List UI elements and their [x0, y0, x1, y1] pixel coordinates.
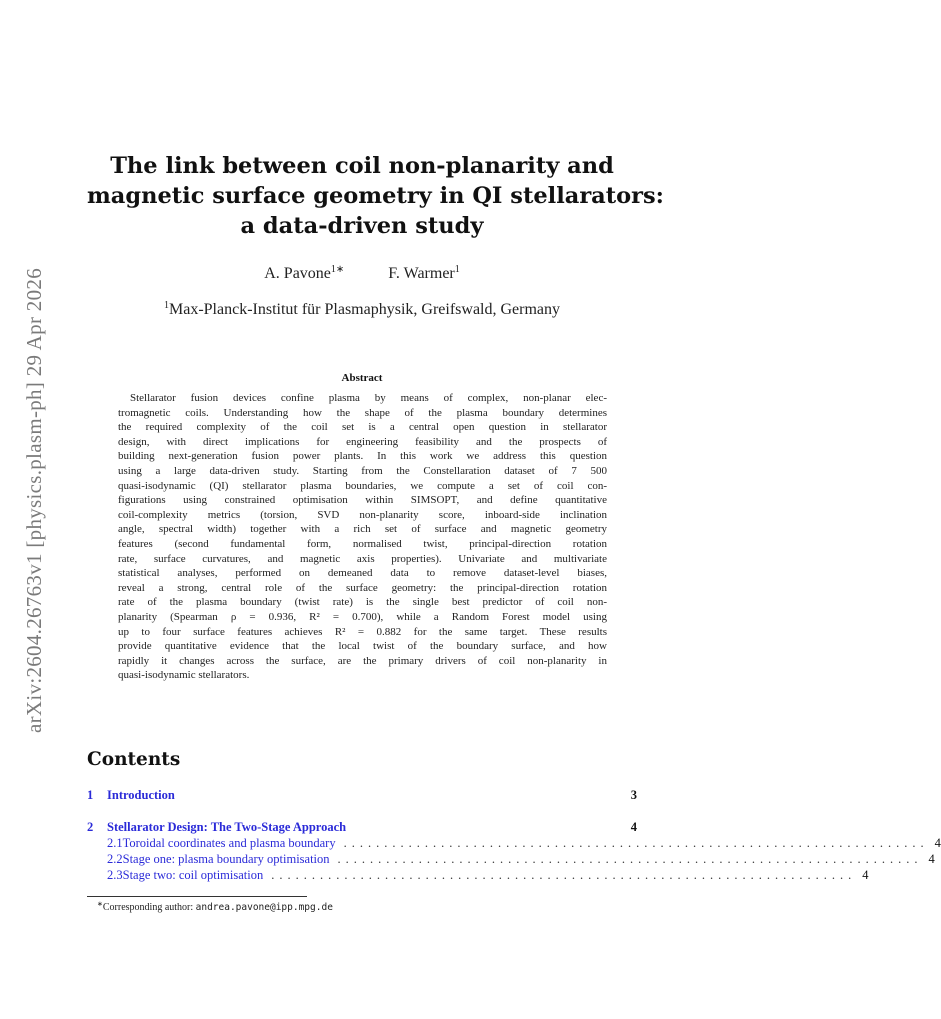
toc-page-number: 4 [934, 836, 941, 850]
abstract-line: tromagnetic coils. Understanding how the shape of the plasma boundary determines [118, 406, 607, 419]
abstract-line: building next-generation fusion power plants. In this work we address this question [118, 450, 607, 463]
affiliation [87, 300, 637, 319]
author-list [87, 264, 637, 283]
title-line-2: magnetic surface geometry in QI stellarators: [87, 183, 664, 209]
toc-section-stellarator-design[interactable] [87, 820, 637, 836]
abstract-line: features (second fundamental form, normalised twist, principal-direction rotation [118, 537, 607, 550]
abstract-line: statistical analyses, performed on demeaned data to remove dataset-level biases, [118, 567, 607, 580]
toc-subsection-stage-two[interactable] [87, 868, 869, 884]
toc-spacer [87, 804, 637, 820]
paper-title [87, 151, 664, 241]
author-warmer [388, 264, 459, 283]
footnote-text: Corresponding author: [102, 902, 196, 913]
toc-page-number: 4 [928, 852, 935, 866]
toc-leader-dots: ........................................................................ [337, 852, 923, 866]
abstract-line: using a large data-driven study. Starting from the Constellaration dataset of 7 500 [118, 464, 607, 477]
footnote-rule [87, 896, 307, 897]
toc-page-number: 3 [630, 788, 637, 802]
toc-subsection-label[interactable]: Stage two: coil optimisation [122, 868, 264, 882]
abstract-line: rapidly it changes across the surface, are the primary drivers of coil non-planarity in [118, 654, 607, 667]
abstract-line: figurations using constrained optimisation within SIMSOPT, and define quantitative [118, 494, 607, 507]
abstract-heading: Abstract [341, 372, 383, 384]
table-of-contents [87, 788, 941, 884]
toc-subsection-toroidal-coordinates[interactable] [87, 836, 941, 852]
toc-section-number: 1 [87, 788, 94, 802]
title-line-1: The link between coil non-planarity and [110, 153, 614, 179]
affiliation-mark: 1 [163, 300, 169, 311]
contents-heading: Contents [87, 749, 181, 770]
abstract-line: design, with direct implications for engineering feasibility and the prospects of [118, 435, 607, 448]
abstract-line: coil-complexity metrics (torsion, SVD non-planarity score, inboard-side inclination [118, 508, 607, 521]
toc-page-number: 4 [630, 820, 637, 834]
abstract-line: angle, spectral width) together with a rich set of surface and magnetic geometry [118, 523, 607, 536]
abstract-line: provide quantitative evidence that the local twist of the boundary surface, and how [118, 640, 607, 653]
toc-section-label[interactable]: Introduction [107, 788, 175, 802]
author-affiliation-mark: 1∗ [330, 264, 345, 275]
author-affiliation-mark: 1 [454, 264, 460, 275]
toc-page-number: 4 [862, 868, 869, 882]
author-pavone [264, 264, 344, 283]
author-name: F. Warmer [388, 265, 455, 282]
arxiv-stamp-text: arXiv:2604.26763v1 [physics.plasm-ph] 29 Apr 2026 [21, 267, 46, 733]
toc-subsection-number: 2.2 [107, 852, 123, 866]
toc-leader-dots: ........................................................................ [271, 868, 857, 882]
abstract-line: rate of the plasma boundary (twist rate) is the single best predictor of coil non- [118, 596, 607, 609]
author-name: A. Pavone [264, 265, 331, 282]
toc-section-number: 2 [87, 820, 94, 834]
abstract-line: up to four surface features achieves R² = 0.882 for the same target. These results [118, 625, 607, 638]
toc-subsection-stage-one[interactable] [87, 852, 935, 868]
abstract-line: reveal a strong, central role of the surface geometry: the principal-direction rotation [118, 581, 607, 594]
toc-section-introduction[interactable] [87, 788, 637, 804]
toc-subsection-label[interactable]: Toroidal coordinates and plasma boundary [122, 836, 336, 850]
arxiv-stamp [12, 240, 56, 760]
toc-subsection-number: 2.1 [107, 836, 123, 850]
toc-section-label[interactable]: Stellarator Design: The Two-Stage Approach [107, 820, 347, 834]
abstract-line: Stellarator fusion devices confine plasma by means of complex, non-planar elec- [130, 392, 607, 404]
title-line-3: a data-driven study [240, 213, 484, 239]
abstract-line: planarity (Spearman ρ = 0.936, R² = 0.700), while a Random Forest model using [118, 610, 607, 623]
author-email-link[interactable]: andrea.pavone@ipp.mpg.de [195, 902, 333, 913]
abstract-line: the required complexity of the coil set is a central open question in stellarator [118, 421, 607, 434]
toc-subsection-label[interactable]: Stage one: plasma boundary optimisation [122, 852, 330, 866]
footnote [97, 900, 333, 913]
affiliation-text: Max-Planck-Institut für Plasmaphysik, Greifswald, Germany [168, 301, 561, 318]
toc-subsection-number: 2.3 [107, 868, 123, 882]
abstract-body [118, 391, 607, 683]
footnote-mark: ∗ [97, 900, 103, 908]
abstract-line: quasi-isodynamic stellarators. [118, 669, 250, 682]
abstract-line: quasi-isodynamic (QI) stellarator plasma boundaries, we compute a set of coil con- [118, 479, 607, 492]
toc-leader-dots: ........................................................................ [343, 836, 929, 850]
abstract-line: rate, surface curvatures, and magnetic axis properties). Univariate and multivariate [118, 552, 607, 565]
